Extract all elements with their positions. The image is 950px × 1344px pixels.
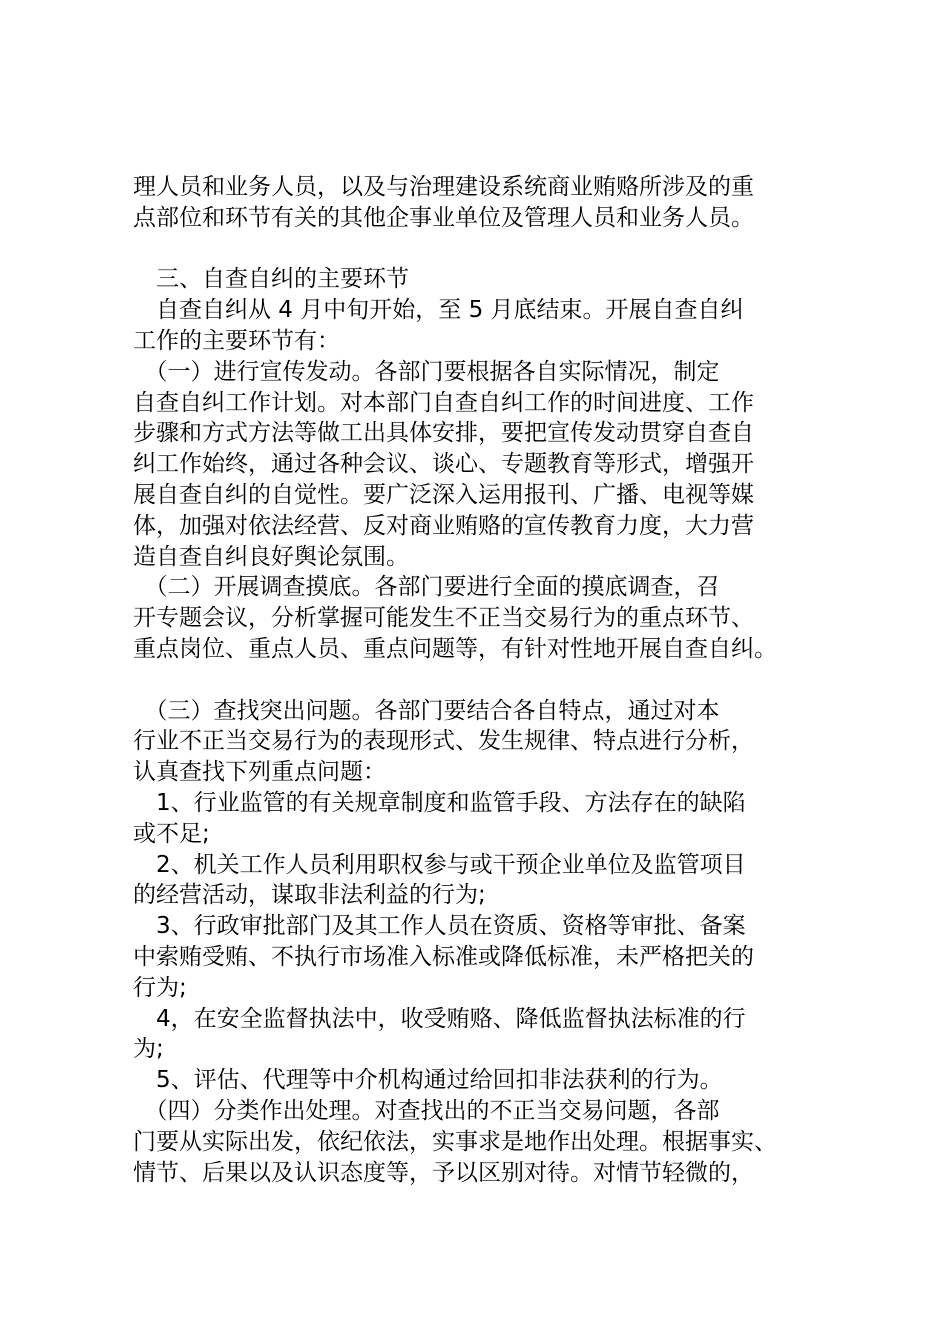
text-line: 展自查自纠的自觉性。要广泛深入运用报刊、广播、电视等媒 xyxy=(133,481,754,508)
document-body xyxy=(133,172,853,1188)
text-line: 1、行业监管的有关规章制度和监管手段、方法存在的缺陷 xyxy=(133,789,746,816)
text-line: 造自查自纠良好舆论氛围。 xyxy=(133,543,409,570)
text-line: 开专题会议，分析掌握可能发生不正当交易行为的重点环节、 xyxy=(133,605,754,632)
blank-line xyxy=(133,234,853,265)
text-line: 3、行政审批部门及其工作人员在资质、资格等审批、备案 xyxy=(133,913,746,940)
text-line: 为; xyxy=(133,1036,164,1063)
text-line: 行业不正当交易行为的表现形式、发生规律、特点进行分析， xyxy=(133,728,754,755)
text-line: 行为; xyxy=(133,974,187,1001)
text-line: 体，加强对依法经营、反对商业贿赂的宣传教育力度，大力营 xyxy=(133,512,754,539)
text-line: （一）进行宣传发动。各部门要根据各自实际情况，制定 xyxy=(133,358,720,385)
text-line: 4，在安全监督执法中，收受贿赂、降低监督执法标准的行 xyxy=(133,1005,746,1032)
text-line: 或不足; xyxy=(133,820,210,847)
text-line: 自查自纠从 4 月中旬开始，至 5 月底结束。开展自查自纠 xyxy=(133,297,744,324)
text-line: 纠工作始终，通过各种会议、谈心、专题教育等形式，增强开 xyxy=(133,451,754,478)
text-line: （二）开展调查摸底。各部门要进行全面的摸底调查，召 xyxy=(133,574,720,601)
text-line: 2、机关工作人员利用职权参与或干预企业单位及监管项目 xyxy=(133,851,746,878)
text-line: 点部位和环节有关的其他企事业单位及管理人员和业务人员。 xyxy=(133,204,754,231)
text-line: 理人员和业务人员，以及与治理建设系统商业贿赂所涉及的重 xyxy=(133,174,754,200)
text-line: 的经营活动，谋取非法利益的行为; xyxy=(133,882,486,909)
text-line: 认真查找下列重点问题： xyxy=(133,759,386,786)
text-line: （四）分类作出处理。对查找出的不正当交易问题，各部 xyxy=(133,1097,720,1124)
text-line: 自查自纠工作计划。对本部门自查自纠工作的时间进度、工作 xyxy=(133,389,754,416)
blank-line xyxy=(133,665,853,696)
text-line: 情节、后果以及认识态度等，予以区别对待。对情节轻微的， xyxy=(133,1159,754,1186)
text-line: 工作的主要环节有： xyxy=(133,327,340,354)
text-line: （三）查找突出问题。各部门要结合各自特点，通过对本 xyxy=(133,697,720,724)
text-line: 步骤和方式方法等做工出具体安排，要把宣传发动贯穿自查自 xyxy=(133,420,754,447)
text-line: 重点岗位、重点人员、重点问题等，有针对性地开展自查自纠。 xyxy=(133,635,777,662)
text-line: 门要从实际出发，依纪依法，实事求是地作出处理。根据事实、 xyxy=(133,1128,777,1155)
text-line: 中索贿受贿、不执行市场准入标准或降低标准，未严格把关的 xyxy=(133,943,754,970)
text-line: 5、评估、代理等中介机构通过给回扣非法获利的行为。 xyxy=(133,1067,723,1094)
section-heading: 三、自查自纠的主要环节 xyxy=(133,266,409,293)
